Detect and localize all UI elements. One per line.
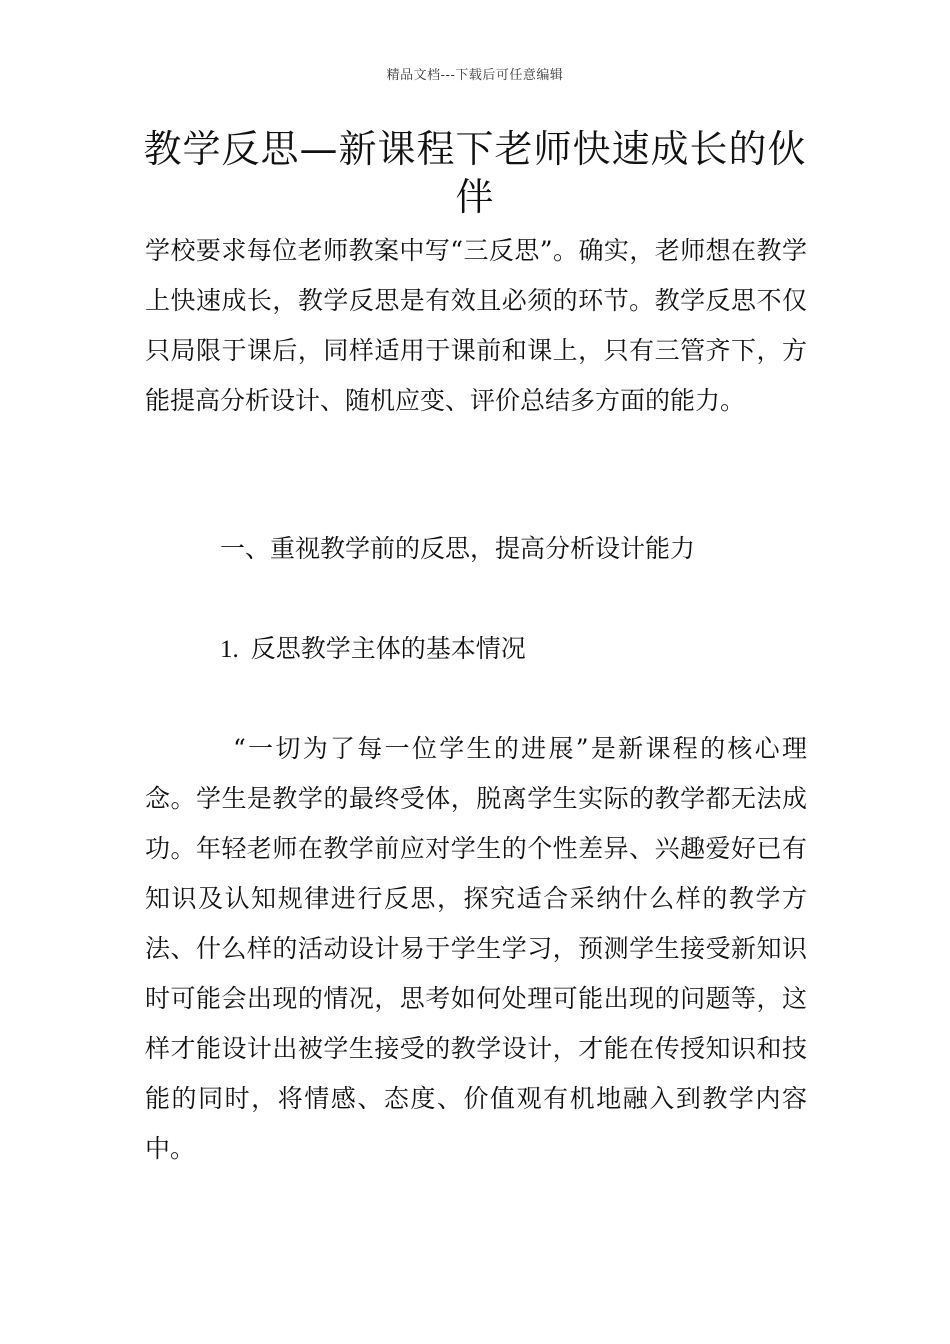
section-heading: 一、重视教学前的反思，提高分析设计能力 (220, 534, 696, 563)
header-note: 精品文档---下载后可任意编辑 (386, 68, 564, 83)
document-title: 教学反思—新课程下老师快速成长的伙伴 (143, 127, 807, 219)
body-paragraph: “一切为了每一位学生的进展”是新课程的核心理念。学生是教学的最终受体，脱离学生实际的教学都无法成功。年轻老师在教学前应对学生的个性差异、兴趣爱好已有知识及认知规律进行反思，探究适合采纳什么样的教学方法、什么样的活动设计易于学生学习，预测学生接受新知识时可能会出现的情况，思考如何处理可能出现的问题等，这样才能设计出被学生接受的教学设计，才能在传授知识和技能的同时，将情感、态度、价值观有机地融入到教学内容中。 (145, 734, 807, 1163)
intro-paragraph: 学校要求每位老师教案中写“三反思”。确实，老师想在教学上快速成长，教学反思是有效且必须的环节。教学反思不仅只局限于课后，同样适用于课前和课上，只有三管齐下，方能提高分析设计、随机应变、评价总结多方面的能力。 (145, 236, 807, 415)
subsection-title: 反思教学主体的基本情况 (250, 634, 526, 663)
subsection-heading (220, 624, 526, 675)
subsection-number: 1. (220, 636, 239, 663)
